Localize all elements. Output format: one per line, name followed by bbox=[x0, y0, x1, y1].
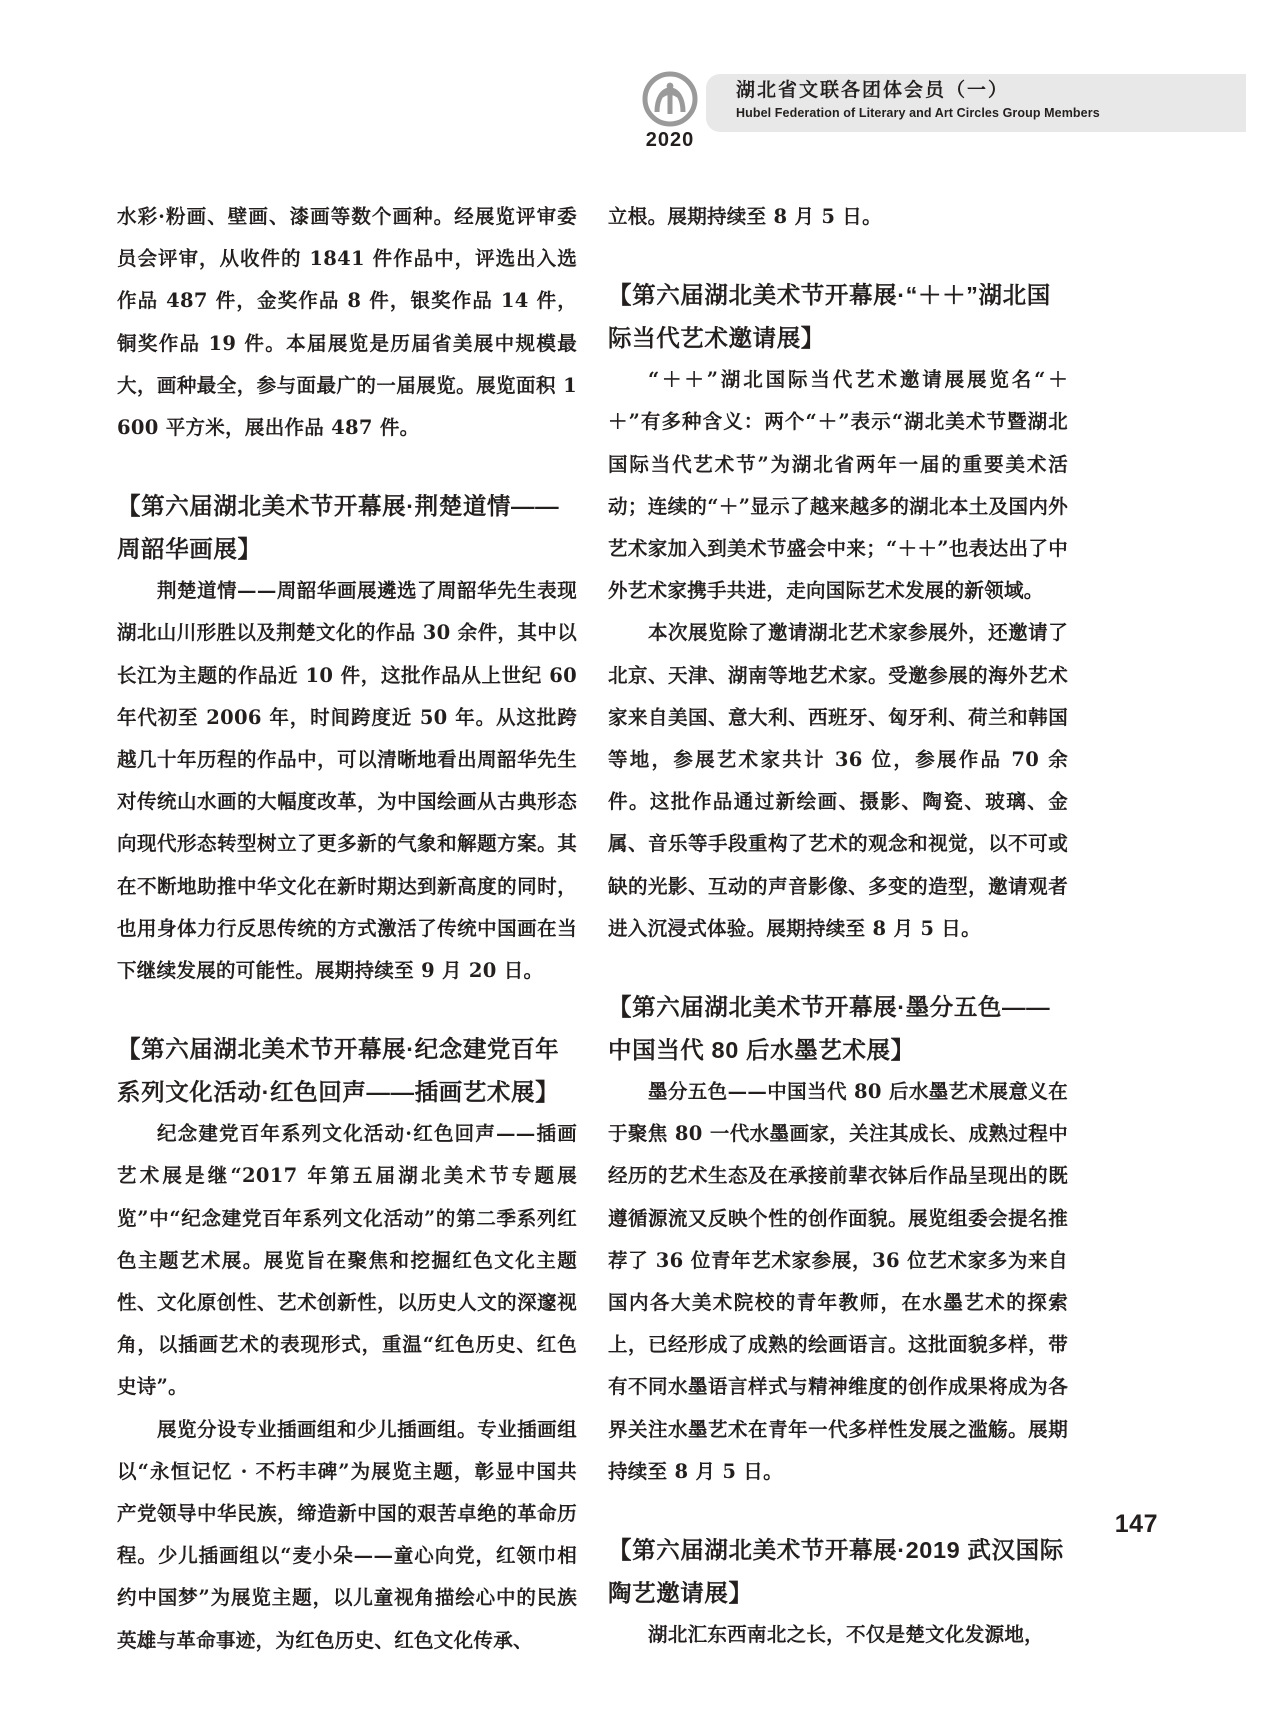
page-header bbox=[0, 68, 1276, 158]
left-column bbox=[117, 196, 577, 1662]
spacer bbox=[608, 1493, 1068, 1529]
paragraph: 立根。展期持续至 8 月 5 日。 bbox=[608, 205, 882, 228]
federation-emblem-icon bbox=[641, 70, 699, 128]
header-title-en: Hubel Federation of Literary and Art Circles Group Members bbox=[736, 105, 1100, 120]
paragraph: 本次展览除了邀请湖北艺术家参展外，还邀请了北京、天津、湖南等地艺术家。受邀参展的海外艺术家来自美国、意大利、西班牙、匈牙利、荷兰和韩国等地，参展艺术家共计 36 位，参展作品 70 余件。这批作品通过新绘画、摄影、陶瓷、玻璃、金属、音乐等手段重构了艺术的观念和视觉，以不可或缺的光影、互动的声音影像、多变的造型，邀请观者进入沉浸式体验。展期持续至 8 月 5 日。 bbox=[608, 621, 1068, 940]
header-title-plate bbox=[706, 74, 1246, 132]
paragraph: 水彩·粉画、壁画、漆画等数个画种。经展览评审委员会评审，从收件的 1841 件作品中，评选出入选作品 487 件，金奖作品 8 件，银奖作品 14 件，铜奖作品 19 件。本届展览是历届省美展中规模最大，画种最全，参与面最广的一届展览。展览面积 1600 平方米，展出作品 487 件。 bbox=[117, 205, 577, 440]
spacer bbox=[608, 238, 1068, 274]
section-heading: 【第六届湖北美术节开幕展·荆楚道情——周韶华画展】 bbox=[117, 493, 560, 562]
paragraph: “＋＋”湖北国际当代艺术邀请展展览名“＋＋”有多种含义：两个“＋”表示“湖北美术节暨湖北国际当代艺术节”为湖北省两年一届的重要美术活动；连续的“＋”显示了越来越多的湖北本土及国内外艺术家加入到美术节盛会中来；“＋＋”也表达出了中外艺术家携手共进，走向国际艺术发展的新领域。 bbox=[608, 368, 1068, 603]
spacer bbox=[117, 449, 577, 485]
page-number: 147 bbox=[1114, 1510, 1158, 1538]
section-heading: 【第六届湖北美术节开幕展·2019 武汉国际陶艺邀请展】 bbox=[608, 1537, 1064, 1606]
spacer bbox=[117, 992, 577, 1028]
section-heading: 【第六届湖北美术节开幕展·纪念建党百年系列文化活动·红色回声——插画艺术展】 bbox=[117, 1036, 560, 1105]
logo-year: 2020 bbox=[645, 129, 695, 151]
spacer bbox=[608, 950, 1068, 986]
paragraph: 墨分五色——中国当代 80 后水墨艺术展意义在于聚焦 80 一代水墨画家，关注其成长、成熟过程中经历的艺术生态及在承接前辈衣钵后作品呈现出的既遵循源流又反映个性的创作面貌。展览组委会提名推荐了 36 位青年艺术家参展，36 位艺术家多为来自国内各大美术院校的青年教师，在水墨艺术的探索上，已经形成了成熟的绘画语言。这批面貌多样，带有不同水墨语言样式与精神维度的创作成果将成为各界关注水墨艺术在青年一代多样性发展之滥觞。展期持续至 8 月 5 日。 bbox=[608, 1080, 1068, 1483]
paragraph: 纪念建党百年系列文化活动·红色回声——插画艺术展是继“2017 年第五届湖北美术节专题展览”中“纪念建党百年系列文化活动”的第二季系列红色主题艺术展。展览旨在聚焦和挖掘红色文化主题性、文化原创性、艺术创新性，以历史人文的深邃视角，以插画艺术的表现形式，重温“红色历史、红色史诗”。 bbox=[117, 1122, 577, 1399]
section-heading: 【第六届湖北美术节开幕展·墨分五色——中国当代 80 后水墨艺术展】 bbox=[608, 994, 1051, 1063]
header-inner bbox=[624, 68, 1246, 152]
right-column bbox=[608, 196, 1068, 1656]
paragraph: 展览分设专业插画组和少儿插画组。专业插画组以“永恒记忆 · 不朽丰碑”为展览主题，彰显中国共产党领导中华民族，缔造新中国的艰苦卓绝的革命历程。少儿插画组以“麦小朵——童心向党，红领巾相约中国梦”为展览主题，以儿童视角描绘心中的民族英雄与革命事迹，为红色历史、红色文化传承、 bbox=[117, 1417, 577, 1652]
publisher-logo bbox=[624, 68, 716, 152]
paragraph: 湖北汇东西南北之长，不仅是楚文化发源地， bbox=[647, 1623, 1044, 1647]
section-heading: 【第六届湖北美术节开幕展·“＋＋”湖北国际当代艺术邀请展】 bbox=[608, 282, 1051, 351]
header-title-cn: 湖北省文联各团体会员（一） bbox=[736, 79, 1010, 101]
paragraph: 荆楚道情——周韶华画展遴选了周韶华先生表现湖北山川形胜以及荆楚文化的作品 30 余件，其中以长江为主题的作品近 10 件，这批作品从上世纪 60 年代初至 2006 年，时间跨度近 50 年。从这批跨越几十年历程的作品中，可以清晰地看出周韶华先生对传统山水画的大幅度改革，为中国绘画从古典形态向现代形态转型树立了更多新的气象和解题方案。其在不断地助推中华文化在新时期达到新高度的同时，也用身体力行反思传统的方式激活了传统中国画在当下继续发展的可能性。展期持续至 9 月 20 日。 bbox=[117, 579, 577, 983]
